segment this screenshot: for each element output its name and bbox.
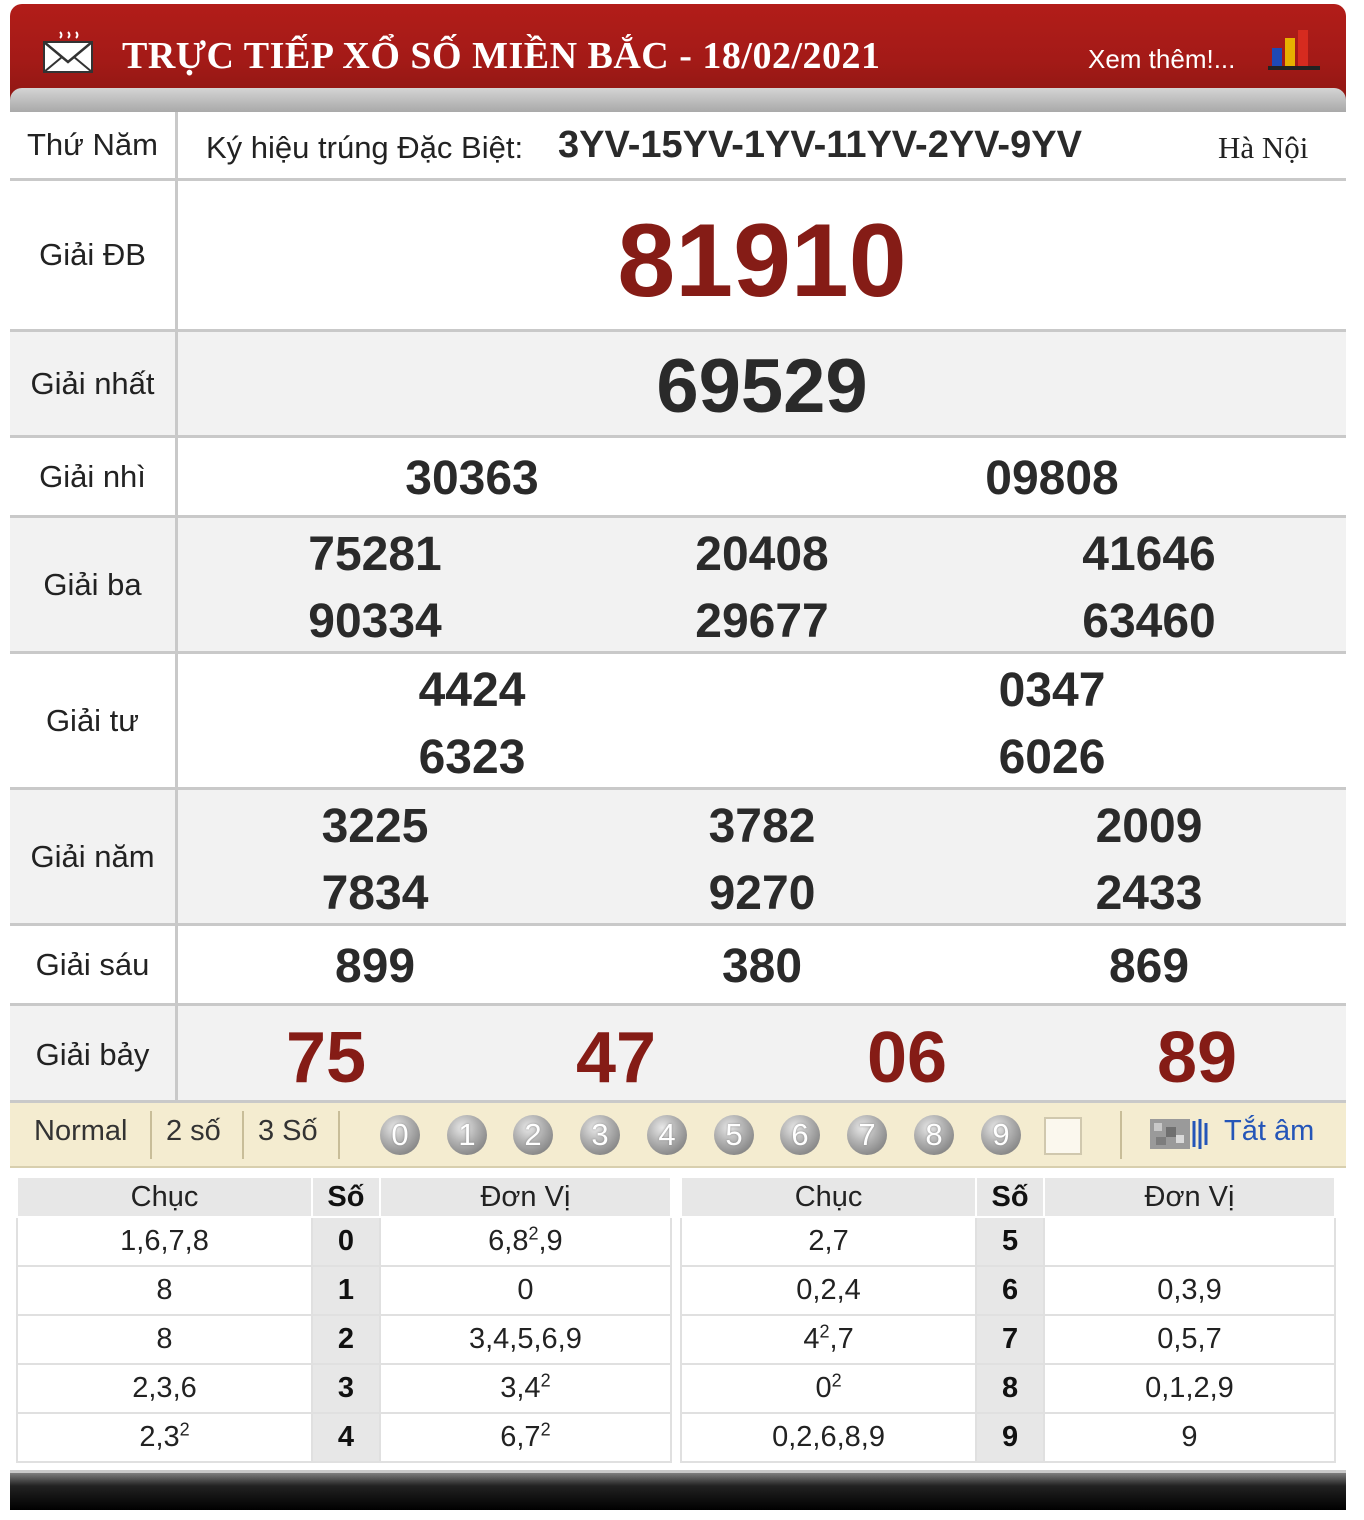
prize-number: 6026 [998, 731, 1106, 784]
special-code-value: 3YV-15YV-1YV-11YV-2YV-9YV [558, 124, 1082, 166]
digit-filter-8[interactable]: 8 [914, 1115, 954, 1155]
region-label: Hà Nội [1218, 130, 1309, 165]
prize-row-db [10, 178, 1346, 329]
prize-row-bay [10, 1003, 1346, 1103]
table-row [681, 1315, 1335, 1364]
bar-chart-icon[interactable] [1268, 26, 1320, 70]
digit-filter-4[interactable]: 4 [647, 1115, 687, 1155]
prize-label: Giải năm [10, 790, 178, 923]
sound-icon[interactable] [1148, 1113, 1212, 1155]
prize-db-number: 81910 [617, 203, 907, 319]
table-row [681, 1413, 1335, 1462]
prize-number: 29677 [695, 595, 829, 648]
donvi-cell: $3,4^2$ [380, 1364, 671, 1413]
mode-normal-button[interactable]: Normal [34, 1115, 128, 1147]
prize-label: Giải tư [10, 654, 178, 787]
so-cell: 6 [976, 1266, 1044, 1315]
column-header-so: Số [976, 1177, 1044, 1217]
loto-table-left [16, 1176, 672, 1463]
digit-filter-6[interactable]: 6 [780, 1115, 820, 1155]
prize-number: 69529 [656, 344, 868, 429]
weekday-label: Thứ Năm [10, 112, 178, 178]
results-panel [10, 4, 1346, 1510]
digit-filter-1[interactable]: 1 [447, 1115, 487, 1155]
prize-number: 2433 [1095, 867, 1203, 920]
digit-filter-9[interactable]: 9 [981, 1115, 1021, 1155]
donvi-cell: $6,8^2,9$ [380, 1217, 671, 1266]
prize-number: 2009 [1095, 800, 1203, 853]
see-more-link[interactable]: Xem thêm!... [1088, 44, 1236, 74]
table-row [681, 1217, 1335, 1266]
chuc-cell: 1,6,7,8 [17, 1217, 312, 1266]
digit-filter-7[interactable]: 7 [847, 1115, 887, 1155]
column-header-chuc: Chục [681, 1177, 976, 1217]
prize-row-nhi [10, 435, 1346, 515]
divider [150, 1111, 152, 1159]
digit-filter-3[interactable]: 3 [580, 1115, 620, 1155]
column-header-chuc: Chục [17, 1177, 312, 1217]
clear-filter-box[interactable] [1044, 1117, 1082, 1155]
chuc-cell: 2,3,6 [17, 1364, 312, 1413]
donvi-cell: 3,4,5,6,9 [380, 1315, 671, 1364]
special-code-label: Ký hiệu trúng Đặc Biệt: [206, 130, 524, 165]
prize-number: 380 [721, 940, 803, 993]
prize-number: 30363 [405, 452, 539, 505]
divider [242, 1111, 244, 1159]
chuc-cell: $0^2$ [681, 1364, 976, 1413]
so-cell: 1 [312, 1266, 380, 1315]
chuc-cell: 0,2,4 [681, 1266, 976, 1315]
header-bar [10, 4, 1346, 100]
donvi-cell: 0,1,2,9 [1044, 1364, 1335, 1413]
chuc-cell: 8 [17, 1266, 312, 1315]
mute-link[interactable]: Tắt âm [1224, 1115, 1315, 1147]
chuc-cell: 8 [17, 1315, 312, 1364]
loto-table-right [680, 1176, 1336, 1463]
chuc-cell: $2,3^2$ [17, 1413, 312, 1462]
prize-row-nhat [10, 329, 1346, 435]
prize-label: Giải sáu [10, 926, 178, 1003]
prize-number: 20408 [695, 528, 829, 581]
column-header-so: Số [312, 1177, 380, 1217]
so-cell: 9 [976, 1413, 1044, 1462]
prize-row-ba [10, 515, 1346, 651]
prize-label: Giải bảy [10, 1006, 178, 1103]
chuc-cell: 0,2,6,8,9 [681, 1413, 976, 1462]
table-row [17, 1315, 671, 1364]
divider [1120, 1111, 1122, 1159]
prize-number: 41646 [1082, 528, 1216, 581]
column-header-donvi: Đơn Vị [1044, 1177, 1335, 1217]
table-row [681, 1266, 1335, 1315]
digit-filter-5[interactable]: 5 [714, 1115, 754, 1155]
so-cell: 2 [312, 1315, 380, 1364]
prize-label: Giải ĐB [10, 181, 178, 329]
prize-label: Giải nhì [10, 438, 178, 515]
prize-row-sau [10, 923, 1346, 1003]
so-cell: 5 [976, 1217, 1044, 1266]
so-cell: 8 [976, 1364, 1044, 1413]
prize-number: 7834 [321, 867, 429, 920]
prize-number: 90334 [308, 595, 442, 648]
prize-number: 4424 [418, 664, 526, 717]
mail-icon [40, 30, 96, 74]
digit-filter-2[interactable]: 2 [513, 1115, 553, 1155]
prize-number: 869 [1108, 940, 1190, 993]
mode-2-digit-button[interactable]: 2 số [166, 1115, 221, 1147]
chuc-cell: 2,7 [681, 1217, 976, 1266]
table-row [17, 1413, 671, 1462]
prize-number: 0347 [998, 664, 1106, 717]
prize-row-nam [10, 787, 1346, 923]
donvi-cell [1044, 1217, 1335, 1266]
prize-row-tu [10, 651, 1346, 787]
prize-number: 75 [285, 1018, 367, 1098]
prize-number: 63460 [1082, 595, 1216, 648]
prize-number: 47 [575, 1018, 657, 1098]
donvi-cell: $6,7^2$ [380, 1413, 671, 1462]
header-divider [10, 88, 1346, 112]
prize-number: 6323 [418, 731, 526, 784]
mode-3-digit-button[interactable]: 3 Số [258, 1115, 318, 1147]
footer-bar [10, 1470, 1346, 1510]
prize-number: 9270 [708, 867, 816, 920]
prize-number: 899 [334, 940, 416, 993]
prize-number: 09808 [985, 452, 1119, 505]
chuc-cell: $4^2,7$ [681, 1315, 976, 1364]
donvi-cell: 9 [1044, 1413, 1335, 1462]
so-cell: 4 [312, 1413, 380, 1462]
divider [338, 1111, 340, 1159]
prize-number: 89 [1156, 1018, 1238, 1098]
so-cell: 7 [976, 1315, 1044, 1364]
prize-number: 3225 [321, 800, 429, 853]
prize-number: 06 [866, 1018, 948, 1098]
column-header-donvi: Đơn Vị [380, 1177, 671, 1217]
prize-label: Giải ba [10, 518, 178, 651]
page-title: TRỰC TIẾP XỔ SỐ MIỀN BẮC - 18/02/2021 [122, 35, 881, 77]
so-cell: 3 [312, 1364, 380, 1413]
digit-filter-0[interactable]: 0 [380, 1115, 420, 1155]
so-cell: 0 [312, 1217, 380, 1266]
prize-number: 3782 [708, 800, 816, 853]
table-row [681, 1364, 1335, 1413]
table-row [17, 1364, 671, 1413]
donvi-cell: 0,5,7 [1044, 1315, 1335, 1364]
prize-label: Giải nhất [10, 332, 178, 435]
display-controls [10, 1100, 1346, 1168]
table-row [17, 1266, 671, 1315]
results-table [10, 112, 1346, 1103]
donvi-cell: 0,3,9 [1044, 1266, 1335, 1315]
donvi-cell: 0 [380, 1266, 671, 1315]
info-row [10, 112, 1346, 178]
prize-number: 75281 [308, 528, 442, 581]
table-row [17, 1217, 671, 1266]
